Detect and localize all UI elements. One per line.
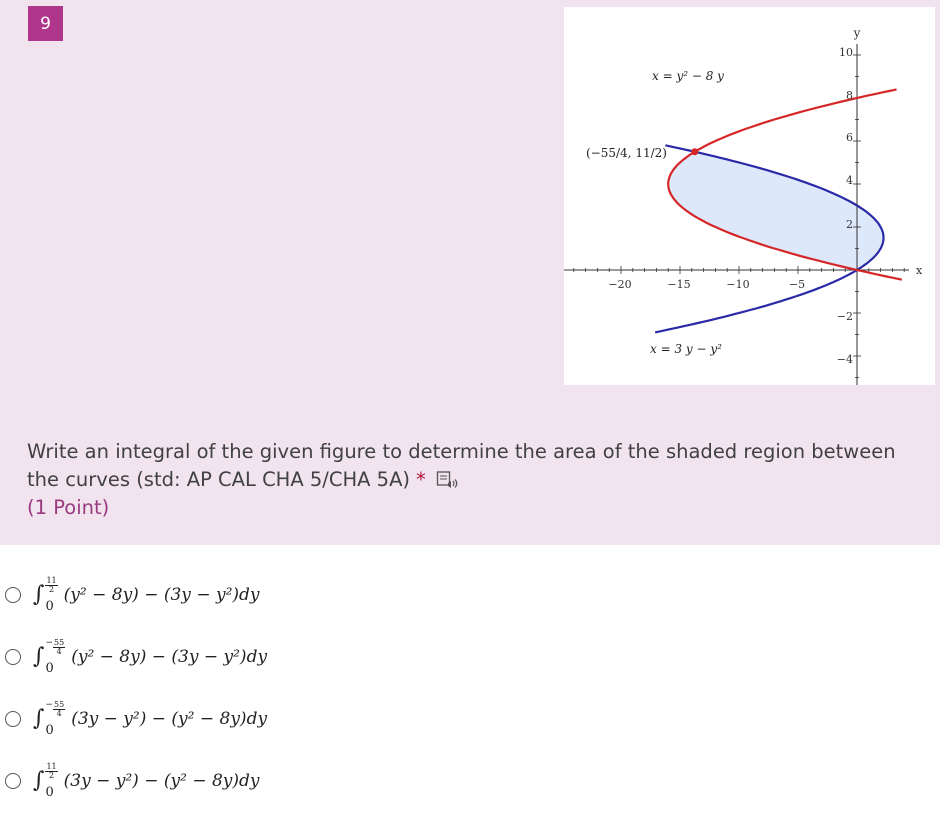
answer-option-2[interactable] bbox=[5, 640, 267, 674]
question-figure bbox=[564, 7, 935, 385]
option-formula bbox=[33, 763, 260, 799]
question-text-block bbox=[27, 438, 917, 522]
integrand: (y² − 8y) − (3y − y²)dy bbox=[63, 585, 260, 605]
y-tick-label: 2 bbox=[846, 218, 853, 231]
integrand: (3y − y²) − (y² − 8y)dy bbox=[63, 771, 260, 791]
integral-sign: ∫ bbox=[33, 582, 45, 607]
required-asterisk: * bbox=[416, 468, 426, 491]
y-tick-label: 6 bbox=[846, 131, 853, 144]
integral-limits: $\frac{11}{2}$ 0 bbox=[45, 576, 57, 614]
immersive-reader-icon[interactable] bbox=[436, 470, 458, 490]
shaded-region bbox=[668, 152, 883, 270]
axis-label-x: x bbox=[916, 264, 923, 277]
option-formula bbox=[33, 639, 267, 675]
radio-button[interactable] bbox=[5, 649, 21, 665]
y-tick-label: 8 bbox=[846, 89, 853, 102]
radio-button[interactable] bbox=[5, 587, 21, 603]
integral-sign: ∫ bbox=[33, 644, 45, 669]
radio-button[interactable] bbox=[5, 711, 21, 727]
answer-option-4[interactable] bbox=[5, 764, 260, 798]
x-tick-label: −10 bbox=[726, 278, 750, 291]
option-formula bbox=[33, 701, 267, 737]
integral-sign: ∫ bbox=[33, 768, 45, 793]
y-tick-label: 10 bbox=[839, 46, 853, 59]
radio-button[interactable] bbox=[5, 773, 21, 789]
integrand: (3y − y²) − (y² − 8y)dy bbox=[71, 709, 268, 729]
integral-limits: $\frac{11}{2}$ 0 bbox=[45, 762, 57, 800]
integral-limits: − $\frac{55}{4}$ 0 bbox=[45, 700, 65, 738]
answer-option-1[interactable] bbox=[5, 578, 260, 612]
integral-limits: − $\frac{55}{4}$ 0 bbox=[45, 638, 65, 676]
integrand: (y² − 8y) − (3y − y²)dy bbox=[71, 647, 268, 667]
intersection-label: (−55/4, 11/2) bbox=[586, 146, 667, 160]
x-tick-label: −15 bbox=[667, 278, 691, 291]
curve1-label: x = y² − 8 y bbox=[652, 69, 724, 83]
intersection-point bbox=[691, 148, 698, 155]
y-tick-label: 4 bbox=[846, 174, 853, 187]
parabola-graph bbox=[564, 7, 935, 385]
question-number-badge: 9 bbox=[28, 6, 63, 41]
integral-sign: ∫ bbox=[33, 706, 45, 731]
question-points: (1 Point) bbox=[27, 496, 110, 519]
answer-option-3[interactable] bbox=[5, 702, 267, 736]
y-tick-label: −2 bbox=[836, 310, 853, 323]
option-formula bbox=[33, 577, 260, 613]
y-tick-label: −4 bbox=[836, 353, 853, 366]
curve2-label: x = 3 y − y² bbox=[650, 342, 722, 356]
x-tick-label: −20 bbox=[608, 278, 632, 291]
x-tick-label: −5 bbox=[788, 278, 806, 291]
question-text: Write an integral of the given figure to determine the area of the shaded region between the curves (std: AP CAL CHA 5/CHA 5A) bbox=[27, 440, 896, 491]
axis-label-y: y bbox=[853, 26, 861, 40]
